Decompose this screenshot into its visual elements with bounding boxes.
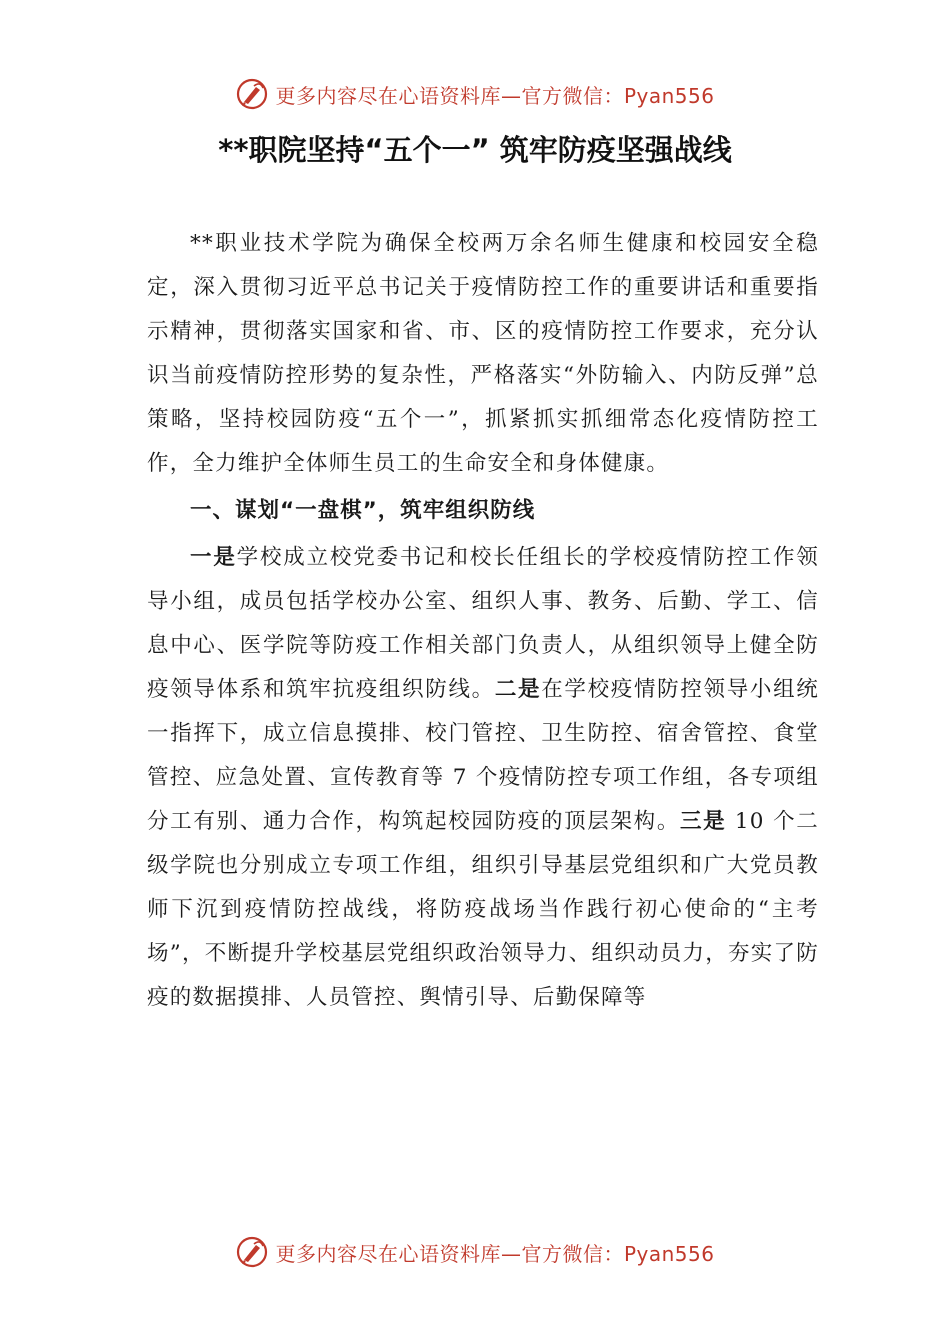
watermark-banner-bottom <box>0 1232 950 1272</box>
paragraph-text: 10 个二级学院也分别成立专项工作组，组织引导基层党组织和广大党员教师下沉到疫情防控战线，将防疫战场当作践行初心使命的“主考场”，不断提升学校基层党组织政治领导力、组织动员力，夯实了防疫的数据摸排、人员管控、舆情引导、后勤保障等 <box>147 809 820 1010</box>
pen-nib-logo-icon <box>235 1235 269 1269</box>
pen-nib-logo-icon <box>235 77 269 111</box>
watermark-banner-top <box>0 74 950 114</box>
section-heading: 一、谋划“一盘棋”，筑牢组织防线 <box>190 498 536 523</box>
paragraph-text: 在学校疫情防控领导小组统一指挥下，成立信息摸排、校门管控、卫生防控、宿舍管控、食堂管控、应急处置、宣传教育等 7 个疫情防控专项工作组，各专项组分工有别、通力合作，构筑起校园防疫的顶层架构。 <box>147 677 819 834</box>
lead-marker: 二是 <box>494 677 542 702</box>
lead-marker: 三是 <box>680 809 727 834</box>
document-body <box>147 222 819 1020</box>
watermark-text: 更多内容尽在心语资料库—官方微信：Pyan556 <box>275 83 715 108</box>
lead-marker: 一是 <box>190 545 237 570</box>
document-title: **职院坚持“五个一” 筑牢防疫坚强战线 <box>218 133 732 167</box>
watermark-text: 更多内容尽在心语资料库—官方微信：Pyan556 <box>275 1241 715 1266</box>
intro-paragraph: **职业技术学院为确保全校两万余名师生健康和校园安全稳定，深入贯彻习近平总书记关于疫情防控工作的重要讲话和重要指示精神，贯彻落实国家和省、市、区的疫情防控工作要求，充分认识当前疫情防控形势的复杂性，严格落实“外防输入、内防反弹”总策略，坚持校园防疫“五个一”，抓紧抓实抓细常态化疫情防控工作，全力维护全体师生员工的生命安全和身体健康。 <box>147 231 819 476</box>
paragraph-text: 学校成立校党委书记和校长任组长的学校疫情防控工作领导小组，成员包括学校办公室、组织人事、教务、后勤、学工、信息中心、医学院等防疫工作相关部门负责人，从组织领导上健全防疫领导体系和筑牢抗疫组织防线。 <box>147 545 819 702</box>
section-paragraph <box>147 536 819 1020</box>
